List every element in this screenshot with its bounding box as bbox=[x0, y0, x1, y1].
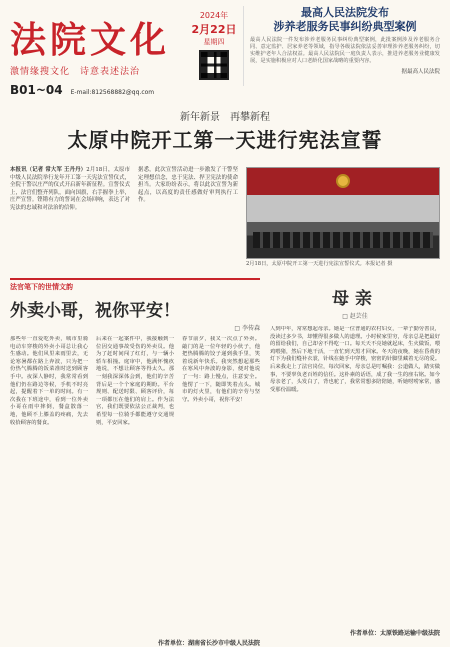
lead-text-1: 2月18日，太原市中级人民法院举行龙年开工第一天宪法宣誓仪式，全院干警以庄严的仪式开启新年新征程。宣誓仪式上，法官们整齐列队，面向国旗，右手握拳上举，庄严宣誓。铿锵有力的誓词在会场回响，表达了对宪法的忠诚和对法治的信仰。 bbox=[10, 167, 130, 211]
lead-byline: 本报讯（记者 常大军 王丹丹） bbox=[10, 167, 87, 173]
essay-title: 外卖小哥，祝你平安！ bbox=[10, 301, 180, 321]
top-headline-line1: 最高人民法院发布 bbox=[301, 6, 389, 19]
lower-section bbox=[10, 278, 440, 647]
lead-photo bbox=[246, 167, 440, 259]
lead-headline: 太原中院开工第一天进行宪法宣誓 bbox=[67, 128, 383, 152]
poem-title: 母亲 bbox=[332, 289, 378, 309]
slogan: 激情缘搜文化 诗意表述法治 bbox=[10, 67, 141, 77]
lead-photo-block bbox=[246, 167, 440, 268]
essay-article bbox=[10, 278, 260, 647]
masthead bbox=[10, 6, 440, 97]
top-story-body: 最高人民法院一件发布涉养老服务民事纠纷典型案例，此批案例涉及养老服务合同、意定监护、居家养老等领域，指导各级法院依法妥善审理涉养老服务纠纷，切实维护老年人合法权益。最高人民法院民一庭负责人表示，推进养老服务业健康发展，是实施积极应对人口老龄化国家战略的重要内容。 bbox=[250, 37, 440, 64]
newspaper-logo: 法院文化 bbox=[10, 20, 171, 61]
section-tag: 法官笔下的世情文韵 bbox=[10, 278, 260, 292]
essay-author: □ 李传森 bbox=[234, 325, 260, 332]
essay-column-2: 后来在一起案件中，我接触到一位因交通事故受伤的外卖员。他为了赶时间闯了红灯，与一辆小轿车相撞。庭审中，他满怀愧疚地说，不想让顾客等得太久。那一刻我深深体会到，他们的辛苦背后是一个个家庭的期盼。平台规则、配送时限、顾客评价，每一项都压在他们的肩上。作为法官，我们既要依法公正裁判，也希望每一位骑手都能遵守交通规则，平安回家。 bbox=[96, 336, 174, 426]
national-emblem-icon bbox=[336, 174, 350, 188]
contact-email: E-mail:812568882@qq.com bbox=[70, 89, 155, 96]
poem-body: 人到中年，常常想起母亲。她是一位普通的农村妇女，一辈子勤劳善良，没读过多少书，却懂得很多做人的道理。小时候家里穷，母亲总是把最好的留给我们，自己却舍不得吃一口。每天天不亮她就起床，生火做饭，喂鸡喂猪，然后下地干活，一直忙到天黑才回家。冬天的夜晚，她在昏黄的灯下为我们缝补衣裳，针线在她手中穿梭，密密的针脚里藏着无尽的爱。后来我走上了法官岗位，每次回家，母亲总是叮嘱我：公道做人，踏实做事，不要辜负老百姓的信任。这朴素的话语，成了我一生的座右铭。如今母亲老了，头发白了，背也驼了，我常常想多陪陪她，听她唠唠家常，感受那份温暖。 bbox=[270, 326, 440, 393]
essay-columns bbox=[10, 336, 260, 636]
essay-column-1: 那些年一直爱吃外卖，城市里骑电动车穿梭的外卖小哥总让我心生感动。他们风里来雨里去，无论寒暑都在路上奔波，只为把一份热气腾腾的饭菜准时送到顾客手中。夜深人静时，我常常看到他们仍在路边等候，手机不时亮起，提醒着下一单的时间。有一次我在下班途中，看到一位外卖小哥在雨中摔倒，餐盒散落一地，他顾不上膝盖的疼痛，先去收拾顾客的餐食。 bbox=[10, 336, 88, 426]
issue-date: 2月22日 bbox=[191, 23, 237, 36]
lead-kicker: 新年新景 再攀新程 bbox=[180, 112, 270, 123]
lead-text-2: 据悉，此次宣誓活动进一步激发了干警坚定理想信念，忠于宪法、捍卫宪法的使命担当。大家纷纷表示，将以此次宣誓为新起点，以高度的责任感做好审判执行工作。 bbox=[138, 167, 238, 204]
poem-article bbox=[270, 278, 440, 647]
lead-column-1 bbox=[10, 167, 130, 268]
date-block bbox=[185, 6, 243, 86]
poem-author: □ 赵芸佳 bbox=[342, 313, 368, 320]
lead-story bbox=[10, 167, 440, 268]
judges-row bbox=[253, 232, 433, 248]
qr-code-icon bbox=[199, 50, 229, 80]
photo-caption: 2月18日，太原中院开工第一天进行宪法宣誓仪式。本报记者 摄 bbox=[246, 261, 393, 267]
essay-source: 作者单位：湖南省长沙市中级人民法院 bbox=[157, 640, 260, 647]
issue-year: 2024年 bbox=[199, 11, 229, 20]
masthead-brand bbox=[10, 6, 185, 97]
top-story bbox=[243, 6, 440, 86]
issue-weekday: 星期四 bbox=[203, 38, 225, 46]
top-headline-line2: 涉养老服务民事纠纷典型案例 bbox=[273, 20, 417, 33]
top-story-credit: 据最高人民法院 bbox=[401, 69, 440, 75]
issue-number: B01~04 bbox=[10, 83, 63, 97]
essay-column-3: 春节前夕，我又一次点了外卖。敲门的是一位年轻的小伙子，他把热腾腾的饺子递到我手里，笑着说新年快乐。我突然想起那些在寒风中奔波的身影，便对他说了一句：路上慢点，注意安全。他愣了一下，随即笑着点头。城市的灯火里，有他们的辛劳与坚守。外卖小哥，祝你平安！ bbox=[182, 336, 260, 403]
poem-source: 作者单位：太原铁路运输中级法院 bbox=[349, 630, 440, 637]
issue-row bbox=[10, 83, 185, 97]
